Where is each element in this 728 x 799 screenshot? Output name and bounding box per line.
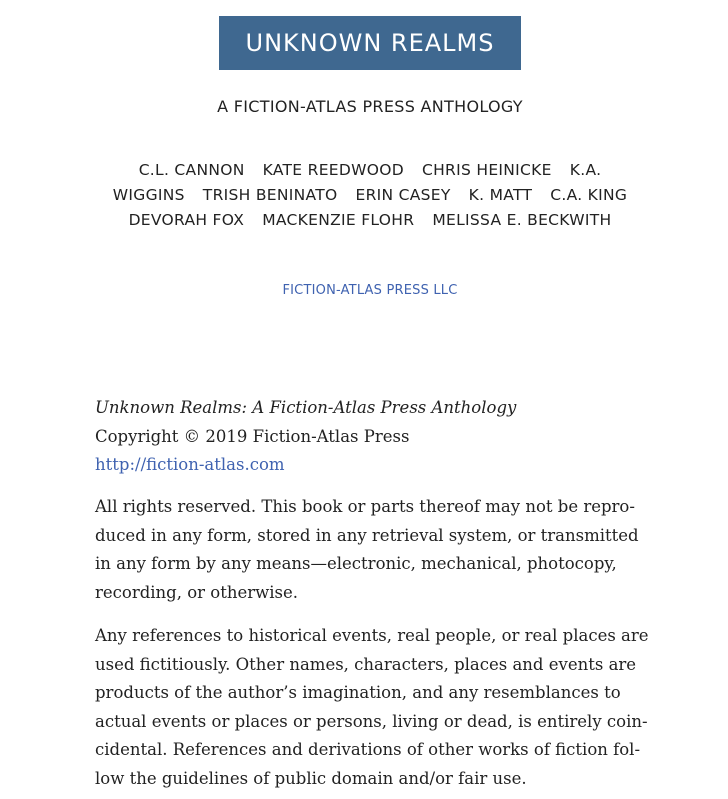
author-name: ERIN CASEY xyxy=(355,186,451,204)
paragraph-line: recording, or otherwise. xyxy=(95,582,299,602)
author-line xyxy=(100,208,640,233)
author-name: CHRIS HEINICKE xyxy=(421,161,552,179)
book-title-banner xyxy=(219,16,521,70)
paragraph-line: products of the author’s imagination, and any resemblances to xyxy=(95,683,621,702)
paragraph-line: used fictitiously. Other names, characters, places and events are xyxy=(95,654,637,674)
author-name: WIGGINS xyxy=(112,186,185,204)
paragraph-line: cidental. References and derivations of other works of fiction fol- xyxy=(95,740,641,759)
publisher-website-link[interactable]: http://fiction-atlas.com xyxy=(95,455,285,474)
paragraph-line: actual events or places or persons, living or dead, is entirely coin- xyxy=(95,711,648,731)
paragraph-line: in any form by any means—electronic, mechanical, photocopy, xyxy=(95,554,617,573)
publisher-name: FICTION-ATLAS PRESS LLC xyxy=(282,283,458,298)
fiction-disclaimer-paragraph xyxy=(95,622,655,793)
author-name: MACKENZIE FLOHR xyxy=(262,211,415,229)
book-subtitle: A FICTION-ATLAS PRESS ANTHOLOGY xyxy=(217,97,523,116)
author-line xyxy=(100,183,640,208)
rights-paragraph xyxy=(95,493,655,607)
paragraph-line: Any references to historical events, real people, or real places are xyxy=(95,626,649,645)
author-name: TRISH BENINATO xyxy=(202,186,338,204)
book-title: UNKNOWN REALMS xyxy=(245,29,495,57)
paragraph-line: low the guidelines of public domain and/or fair use. xyxy=(95,768,527,788)
author-name: C.L. CANNON xyxy=(138,161,245,179)
author-name: C.A. KING xyxy=(550,186,628,204)
copyright-line: Copyright © 2019 Fiction-Atlas Press xyxy=(95,426,410,446)
author-list xyxy=(100,158,640,233)
author-name: DEVORAH FOX xyxy=(128,211,245,229)
author-name: MELISSA E. BECKWITH xyxy=(432,211,612,229)
author-name: K.A. xyxy=(569,161,602,179)
copyright-block xyxy=(95,394,655,480)
copyright-book-title: Unknown Realms: A Fiction-Atlas Press Anthology xyxy=(95,398,517,417)
author-name: K. MATT xyxy=(468,186,533,204)
paragraph-line: All rights reserved. This book or parts thereof may not be repro- xyxy=(95,497,635,516)
paragraph-line: duced in any form, stored in any retrieval system, or transmitted xyxy=(95,525,639,545)
author-line xyxy=(100,158,640,183)
author-name: KATE REEDWOOD xyxy=(262,161,404,179)
